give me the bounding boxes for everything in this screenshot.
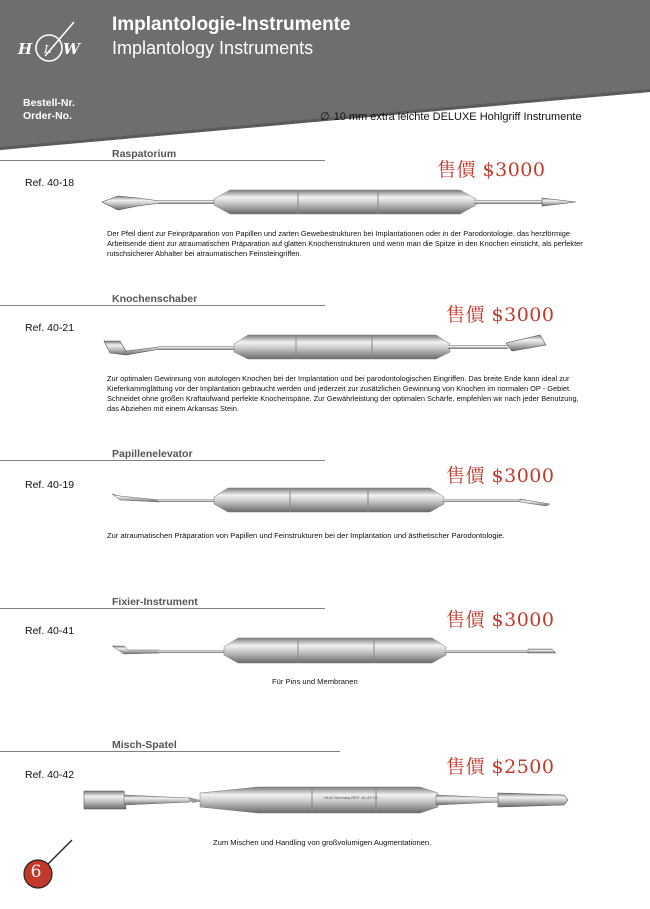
svg-text:H: H (18, 40, 33, 58)
product-ref: Ref. 40-41 (25, 625, 75, 637)
product-ref: Ref. 40-18 (25, 177, 75, 189)
order-label-english: Order-No. (23, 110, 73, 122)
product-ref: Ref. 40-19 (25, 479, 75, 491)
product-ref: Ref. 40-21 (25, 322, 75, 334)
product-price: 售價 $3000 (437, 159, 546, 181)
instrument-image-misch-spatel (80, 775, 570, 825)
section-divider (0, 460, 325, 461)
product-name: Misch-Spatel (112, 739, 177, 751)
product-name: Raspatorium (112, 148, 177, 160)
instrument-image-fixier (110, 630, 560, 670)
instrument-image-raspatorium (100, 180, 580, 224)
product-description: Zur atraumatischen Präparation von Papillen und Feinstrukturen bei der Implantation und ästhetischer Parodontologie. (107, 531, 505, 540)
section-divider (0, 751, 340, 752)
order-number-label (23, 97, 75, 123)
product-price: 售價 $3000 (446, 304, 555, 326)
section-divider (0, 608, 325, 609)
page-title-english: Implantology Instruments (112, 38, 314, 58)
section-divider (0, 160, 325, 161)
subtitle-text: 10 mm extra leichte DELUXE Hohlgriff Instrumente (333, 111, 582, 123)
product-name: Papillenelevator (112, 448, 193, 460)
product-line-subtitle (320, 110, 582, 123)
page-number: 6 (30, 862, 42, 882)
product-name: Knochenschaber (112, 293, 198, 305)
product-name: Fixier-Instrument (112, 596, 198, 608)
product-price: 售價 $2500 (446, 756, 555, 778)
svg-text:W: W (63, 40, 80, 58)
instrument-engraving: HLW-Germany REF. 40-42 CE (324, 795, 379, 800)
svg-text:L: L (44, 43, 52, 56)
page-title-german: Implantologie-Instrumente (112, 14, 351, 35)
product-price: 售價 $3000 (446, 465, 555, 487)
order-label-german: Bestell-Nr. (23, 97, 75, 109)
section-divider (0, 305, 325, 306)
product-description: Für Pins und Membranen (272, 677, 358, 686)
instrument-image-papillenelevator (110, 480, 560, 520)
product-description: Der Pfeil dient zur Feinpräparation von Papillen und zarten Gewebestrukturen bei Implantationen oder in der Parodontologie, das herzförmige Arbeitsende dient zur atraumatischen Präparation auf glatten Knochenstrukturen und wenn man die Spitze in den Knochen einsticht, als perfekter rutschsicherer Abhalter bei atraumatischen Feinsteingriffen. (107, 229, 583, 258)
product-price: 售價 $3000 (446, 609, 555, 631)
instrument-image-knochenschaber (100, 325, 550, 369)
product-ref: Ref. 40-42 (25, 769, 75, 781)
hlw-logo (12, 18, 90, 66)
diameter-symbol: ∅ (320, 111, 330, 123)
product-description: Zum Mischen und Handling von großvolumigen Augmentationen. (213, 838, 432, 847)
product-description: Zur optimalen Gewinnung von autologen Knochen bei der Implantation und bei parodontologischen Eingriffen. Das breite Ende kann ideal zur Kieferkammglättung vor der Implantation gebraucht werden und jederzeit zur zusätzlichen Gewinnung von Knochen im normalen OP - Gebiet. Schneidet ohne großen Kraftaufwand perfekte Knochenspäne. Zur Gewährleistung der optimalen Schärfe, empfehlen wir nach jeder Benutzung, das Abziehen mit einem Arkansas Stein. (107, 374, 579, 413)
